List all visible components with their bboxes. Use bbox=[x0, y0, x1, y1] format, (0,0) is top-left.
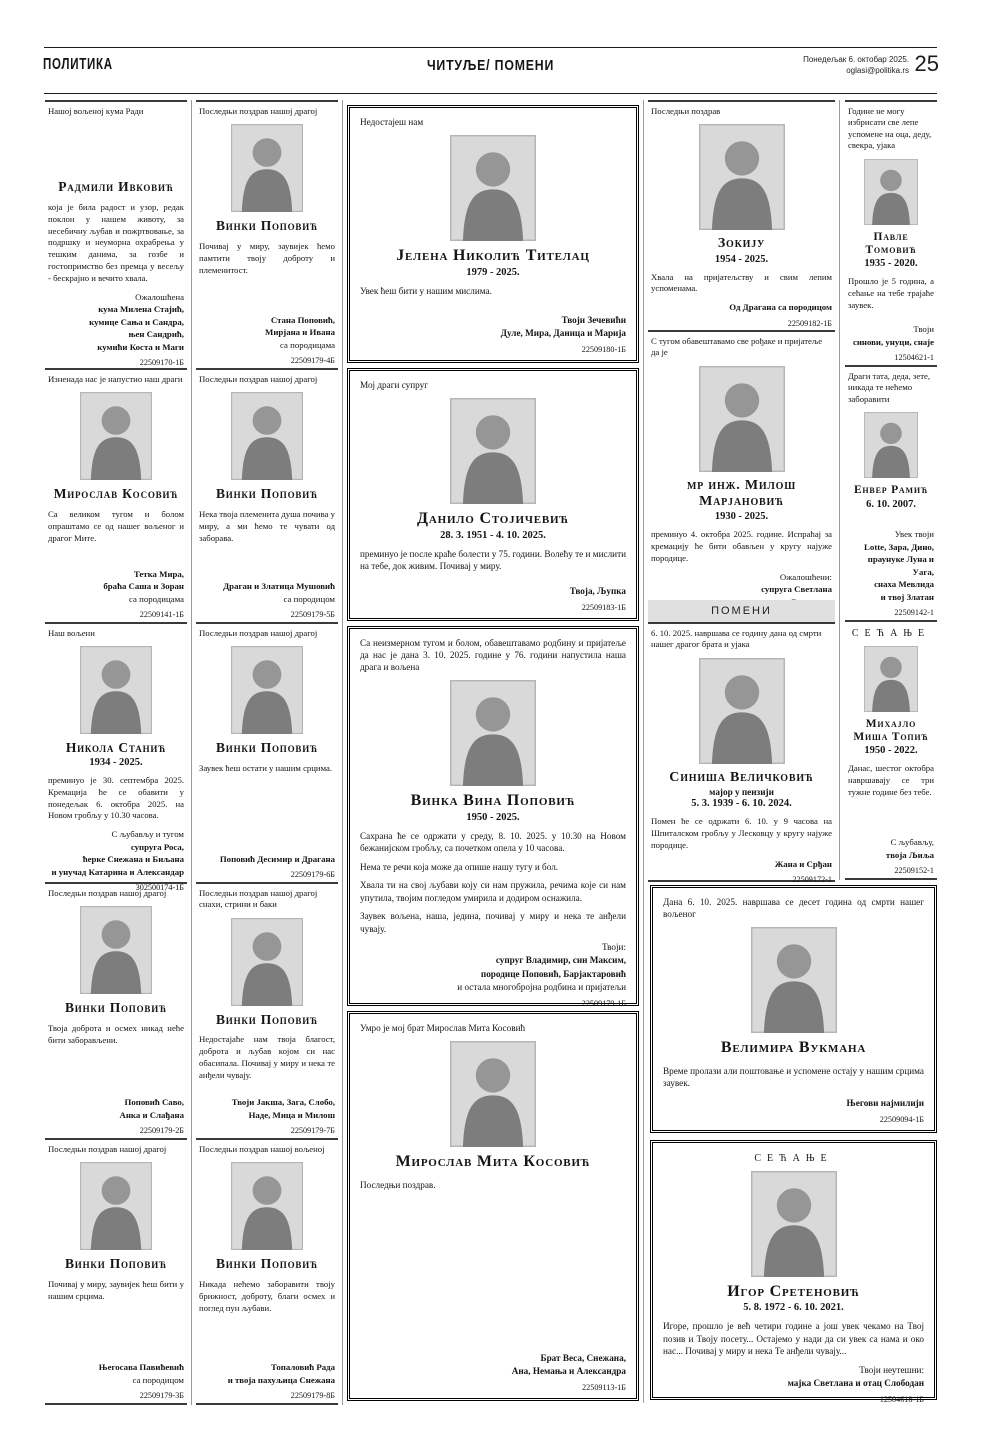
entry-signature bbox=[663, 1364, 924, 1390]
obituary-entry bbox=[196, 882, 338, 1138]
entry-header-text: Наш вољени bbox=[48, 628, 95, 638]
entry-signature bbox=[651, 301, 832, 313]
portrait-photo bbox=[864, 646, 918, 712]
portrait-photo bbox=[864, 159, 918, 225]
entry-body bbox=[199, 1034, 335, 1087]
deceased-name: Винки Поповић bbox=[215, 486, 318, 502]
entry-body bbox=[48, 509, 184, 550]
column-divider bbox=[191, 100, 192, 1405]
column-divider bbox=[839, 100, 840, 880]
obituary-entry bbox=[650, 885, 937, 1133]
signature-line: кумице Сања и Сандра, bbox=[89, 316, 184, 327]
entry-header-text: Изненада нас је напустио наш драги bbox=[48, 374, 183, 384]
signature-line: браћа Саша и Зоран bbox=[103, 581, 184, 592]
signature-line: Тетка Мира, bbox=[133, 568, 184, 579]
signature-line: ћерке Снежана и Биљана bbox=[82, 854, 184, 865]
signature-line: С љубављу, bbox=[890, 837, 934, 848]
deceased-name: Зокију bbox=[717, 236, 766, 252]
deceased-name: Данило Стојичевић bbox=[417, 510, 569, 528]
signature-line: Поповић Десимир и Драгана bbox=[219, 853, 335, 864]
entry-header-text: Године не могу избрисати све лепе успомене на оца, деду, свекра, ујака bbox=[848, 106, 932, 151]
deceased-name: мр инж. Милош Марјановић bbox=[686, 477, 797, 510]
signature-line: супруга Светлана bbox=[761, 584, 832, 595]
portrait-photo bbox=[864, 412, 918, 478]
signature-line: твоја Љиља bbox=[885, 849, 934, 860]
deceased-dates: 6. 10. 2007. bbox=[866, 498, 916, 510]
deceased-dates: 1935 - 2020. bbox=[864, 258, 918, 270]
signature-line: породице Поповић, Барјактаровић bbox=[480, 968, 626, 979]
ad-id: 22509183-1Б bbox=[581, 603, 626, 612]
portrait-photo bbox=[80, 646, 152, 734]
entry-body bbox=[651, 529, 832, 570]
entry-signature bbox=[360, 585, 626, 598]
deceased-name: Павле Томовић bbox=[865, 230, 917, 257]
ad-id: 302500174-1Б bbox=[135, 883, 184, 893]
entry-body bbox=[48, 1023, 184, 1053]
signature-line: Његови најмилији bbox=[846, 1097, 924, 1108]
portrait-photo bbox=[699, 366, 785, 472]
contact-email: oglasi@politika.rs bbox=[846, 65, 909, 75]
ad-id: 22509179-1Б bbox=[581, 998, 626, 1008]
portrait-photo bbox=[231, 1162, 303, 1250]
entry-body-paragraph: Хвала ти на свој љубави коју си нам пружила, речима које си нам упутила, твојим погледом умирила и додиром оснажила. bbox=[360, 880, 626, 903]
entry-body-paragraph: Нема те речи која може да опише нашу тугу и бол. bbox=[360, 861, 559, 872]
deceased-name: Винки Поповић bbox=[64, 1256, 167, 1272]
signature-line: Увек твоји bbox=[894, 529, 934, 540]
portrait-photo bbox=[699, 124, 785, 230]
entry-body-paragraph: Сахрана ће се одржати у среду, 8. 10. 2025. у 10.30 на Новом бежанијском гробљу, са почетком опела у 10 часова. bbox=[360, 830, 626, 854]
entry-body-paragraph: Твоја доброта и осмех никад неће бити заборављени. bbox=[48, 1023, 184, 1045]
deceased-name: Мирослав Мита Косовић bbox=[395, 1153, 591, 1171]
entry-signature bbox=[651, 858, 832, 870]
ad-id: 22509152-1 bbox=[894, 866, 934, 875]
signature-line: супруга Роса, bbox=[130, 841, 184, 852]
deceased-role: мајор у пензији bbox=[709, 787, 774, 798]
entry-body-paragraph: преминуо је после краће болести у 75. години. Волећу те и мислити на тебе, док живим. Почивај у миру. bbox=[360, 548, 626, 572]
entry-body bbox=[199, 509, 335, 550]
signature-line: Твоји bbox=[913, 324, 934, 335]
portrait-photo bbox=[231, 392, 303, 480]
obituary-entry bbox=[347, 1011, 639, 1401]
entry-signature bbox=[48, 828, 184, 878]
signature-line: снаха Мевлида bbox=[874, 579, 934, 590]
signature-line: и твој Златан bbox=[880, 591, 934, 602]
signature-line: и унучад Катарина и Александар bbox=[51, 866, 184, 877]
deceased-name: Велимира Вукмана bbox=[720, 1039, 867, 1057]
entry-body bbox=[48, 775, 184, 828]
entry-body-paragraph: Почивај у миру, заувијек ћемо памтити твоју доброту и племенитост. bbox=[199, 241, 335, 275]
deceased-name: Винки Поповић bbox=[215, 1256, 318, 1272]
entry-body-paragraph: Недостајаће нам твоја благост, доброта и љубав којом си нас обасипала. Почивај у миру и нека те анђели чувају. bbox=[199, 1034, 335, 1080]
entry-header-text: Последњи поздрав нашој драгој bbox=[48, 1144, 167, 1154]
obituary-entry bbox=[45, 368, 187, 622]
entry-body bbox=[199, 1279, 335, 1320]
signature-line: Ана, Немања и Александра bbox=[511, 1365, 626, 1376]
signature-line: са породицом bbox=[132, 1374, 184, 1385]
entry-body bbox=[199, 241, 335, 282]
signature-line: Lotte, Зара, Дино, bbox=[864, 541, 934, 552]
signature-line: са породицама bbox=[129, 593, 184, 604]
entry-signature bbox=[199, 853, 335, 865]
signature-line: супруг Владимир, син Максим, bbox=[495, 955, 626, 966]
ad-id: 22509113-1Б bbox=[582, 1383, 626, 1392]
ad-id: 22509179-7Б bbox=[290, 1126, 335, 1135]
deceased-name: Михајло Миша Топић bbox=[853, 718, 929, 744]
entry-signature bbox=[48, 291, 184, 353]
section-title: ЧИТУЉЕ/ ПОМЕНИ bbox=[426, 57, 555, 74]
signature-line: и остала многобројна родбина и пријатељи bbox=[457, 981, 626, 992]
signature-line: Жана и Срђан bbox=[774, 858, 832, 869]
entry-body bbox=[360, 1179, 626, 1198]
signature-line: Наде, Мица и Милош bbox=[248, 1109, 335, 1120]
entry-body-paragraph: Са великом тугом и болом опраштамо се од нашег вољеног и драгог Мите. bbox=[48, 509, 184, 543]
entry-body bbox=[360, 830, 626, 942]
entry-body-paragraph: Последњи поздрав. bbox=[360, 1179, 436, 1190]
obituary-entry bbox=[648, 330, 835, 600]
signature-line: Мирјана и Ивана bbox=[265, 327, 335, 338]
signature-line: Анка и Слађана bbox=[119, 1109, 184, 1120]
obituary-entry bbox=[45, 1138, 187, 1405]
entry-signature bbox=[199, 314, 335, 351]
signature-line: Драган и Златица Мушовић bbox=[223, 581, 335, 592]
portrait-photo bbox=[231, 124, 303, 212]
entry-body-paragraph: Заувек вољена, наша, једина, почивај у миру и нека те анђели чувају. bbox=[360, 911, 626, 934]
entry-body-paragraph: Време пролази али поштовање и успомене остају у нашим срцима заувек. bbox=[663, 1065, 924, 1089]
entry-signature bbox=[360, 1352, 626, 1378]
portrait-photo bbox=[751, 1171, 837, 1277]
ad-id: 22509170-1Б bbox=[139, 358, 184, 368]
entry-signature bbox=[48, 1361, 184, 1386]
entry-header-text: Последњи поздрав нашој драгој bbox=[199, 628, 318, 638]
obituary-entry bbox=[196, 368, 338, 622]
portrait-photo bbox=[450, 398, 536, 504]
obituary-entry bbox=[845, 365, 937, 620]
ad-id: 22509179-6Б bbox=[290, 870, 335, 879]
obituary-entry bbox=[347, 368, 639, 621]
masthead-bottom-rule bbox=[44, 93, 937, 94]
entry-signature bbox=[199, 580, 335, 605]
portrait-photo bbox=[751, 927, 837, 1033]
signature-line: синови, унуци, снаје bbox=[852, 336, 934, 347]
ad-id: 22509179-3Б bbox=[139, 1391, 184, 1400]
entry-body bbox=[663, 1320, 924, 1364]
entry-body bbox=[651, 272, 832, 302]
entry-header-text: Нашој вољеној кума Ради bbox=[48, 106, 144, 116]
entry-signature bbox=[199, 1361, 335, 1386]
signature-line: Твоји неутешни: bbox=[859, 1364, 924, 1375]
deceased-dates: 1930 - 2025. bbox=[714, 511, 769, 523]
deceased-name: Игор Сретеновић bbox=[727, 1283, 860, 1300]
entry-signature bbox=[848, 836, 934, 861]
entry-signature bbox=[848, 528, 934, 603]
entry-body-paragraph: Никада нећемо заборавити твоју брижност, доброту, благи осмех и поглед пун љубави. bbox=[199, 1279, 335, 1313]
entry-body bbox=[48, 1279, 184, 1309]
entry-signature bbox=[663, 1097, 924, 1110]
signature-line: Топаловић Рада bbox=[270, 1362, 335, 1373]
deceased-dates: 28. 3. 1951 - 4. 10. 2025. bbox=[440, 529, 546, 541]
deceased-name: Јелена Николић Тителац bbox=[396, 247, 590, 265]
signature-line: њен Сандрић, bbox=[128, 329, 184, 340]
entry-header-text: Последњи поздрав нашој драгој bbox=[199, 106, 318, 116]
entry-body-paragraph: Хвала на пријатељству и свим лепим успоменама. bbox=[651, 271, 832, 294]
ad-id: 22509141-1Б bbox=[139, 610, 184, 619]
entry-body-paragraph: која је била радост и узор, редак поклон у нашем животу, за несебичну љубав и пожртвовање, за подршку и неуморна охрабрења у тешким данима, за гозбе и гостопримство без премца у весељу - бескрајно и вечито хвала. bbox=[48, 202, 184, 283]
portrait-photo bbox=[450, 1041, 536, 1147]
entry-signature bbox=[360, 941, 626, 993]
entry-body-paragraph: Заувек ћеш остати у нашим срцима. bbox=[199, 763, 333, 773]
signature-line: Твоји Јакша, Зага, Слобо, bbox=[231, 1097, 335, 1108]
portrait-photo bbox=[231, 646, 303, 734]
pomeni-banner: ПОМЕНИ bbox=[648, 600, 835, 622]
entry-body bbox=[360, 285, 626, 304]
signature-line: кумићи Коста и Маги bbox=[97, 341, 184, 352]
deceased-name: Мирослав Косовић bbox=[53, 486, 179, 502]
deceased-name: Винки Поповић bbox=[215, 1011, 318, 1027]
portrait-photo bbox=[231, 918, 303, 1006]
obituary-entry bbox=[650, 1140, 937, 1405]
entry-body bbox=[199, 763, 335, 781]
deceased-name: Енвер Рамић bbox=[853, 484, 929, 497]
deceased-name: Радмили Ивковић bbox=[58, 179, 174, 195]
obituary-entry bbox=[845, 620, 937, 880]
entry-header-text: Последњи поздрав нашој вољеној bbox=[199, 1144, 325, 1154]
ad-id: 22509142-1 bbox=[894, 608, 934, 617]
memorial-title: СЕЋАЊЕ bbox=[754, 1153, 833, 1164]
entry-body-paragraph: Увек ћеш бити у нашим мислима. bbox=[360, 285, 492, 296]
page-number: 25 bbox=[914, 51, 939, 76]
portrait-photo bbox=[80, 1162, 152, 1250]
entry-signature bbox=[848, 323, 934, 348]
signature-line: С љубављу и тугом bbox=[111, 829, 184, 840]
entry-body bbox=[48, 202, 184, 291]
ad-id: 22509179-5Б bbox=[290, 610, 335, 619]
entry-header-text: Мој драги супруг bbox=[360, 380, 429, 390]
signature-line: Твоји: bbox=[601, 942, 626, 953]
entry-signature bbox=[48, 1096, 184, 1121]
signature-line: Брат Веса, Снежана, bbox=[540, 1352, 626, 1363]
deceased-name: Винки Поповић bbox=[215, 740, 318, 756]
entry-header-text: Последњи поздрав bbox=[651, 106, 721, 116]
ad-id: 12504618-1Б bbox=[879, 1395, 924, 1405]
masthead-top-rule bbox=[44, 47, 937, 48]
obituary-entry bbox=[196, 1138, 338, 1405]
signature-line: Поповић Саво, bbox=[124, 1097, 184, 1108]
column-divider bbox=[643, 100, 644, 1403]
memorial-title: СЕЋАЊЕ bbox=[851, 628, 931, 639]
entry-body bbox=[663, 1065, 924, 1096]
obituary-entry bbox=[648, 622, 835, 885]
signature-line: Ожалошћена bbox=[135, 291, 184, 302]
entry-header-text: Последњи поздрав нашој драгој bbox=[199, 374, 318, 384]
ad-id: 22509182-1Б bbox=[787, 318, 832, 328]
ad-id: 22509094-1Б bbox=[879, 1115, 924, 1124]
entry-body bbox=[360, 548, 626, 579]
entry-body bbox=[848, 276, 934, 317]
entry-body-paragraph: Прошло је 5 година, а сећање на тебе трајаће заувек. bbox=[848, 276, 934, 311]
column-divider bbox=[342, 100, 343, 1405]
deceased-name: Винки Поповић bbox=[64, 1000, 167, 1016]
ad-id: 22509172-1 bbox=[792, 875, 832, 885]
deceased-name: Винки Поповић bbox=[215, 218, 318, 234]
deceased-dates: 1954 - 2025. bbox=[714, 253, 769, 265]
portrait-photo bbox=[80, 906, 152, 994]
entry-signature bbox=[48, 568, 184, 605]
entry-body-paragraph: преминуо је 30. септембра 2025. Кремација ће се обавити у понедељак 6. октобра 2025. на Новом гробљу у 10.30 часова. bbox=[48, 775, 184, 821]
entry-body bbox=[651, 816, 832, 857]
deceased-dates: 1950 - 2022. bbox=[864, 745, 918, 757]
signature-line: са породицом bbox=[283, 593, 335, 604]
entry-header-text: Драги тата, деда, зете, никада те нећемо заборавити bbox=[848, 371, 931, 404]
obituary-entry bbox=[845, 100, 937, 365]
entry-signature bbox=[199, 1096, 335, 1121]
signature-line: и твоја пахуљица Снежана bbox=[227, 1374, 335, 1385]
entry-header-text: Последњи поздрав нашој драгој снахи, стрини и баки bbox=[199, 888, 318, 910]
entry-body-paragraph: Игоре, прошло је већ четири године а још увек чекамо на Твој позив и Твоју посету... Остајемо у нади да си увек са нама и око нас... Почивај у миру и нека Те анђели чувају... bbox=[663, 1321, 924, 1357]
entry-header-text: Дана 6. 10. 2025. навршава се десет година од смрти нашег вољеног bbox=[663, 897, 924, 920]
signature-line: праунуке Луна и Уага, bbox=[867, 554, 934, 577]
entry-header-text: Са неизмерном тугом и болом, обавештавамо родбину и пријатеље да нас је дана 3. 10. 2025. године у 76. години напустила наша драга и вољена bbox=[360, 638, 626, 673]
signature-line: мајка Светлана и отац Слободан bbox=[787, 1378, 924, 1388]
deceased-name: Никола Станић bbox=[65, 740, 167, 756]
deceased-dates: 5. 3. 1939 - 6. 10. 2024. bbox=[691, 798, 792, 810]
signature-line: Стана Поповић, bbox=[270, 314, 335, 325]
obituary-entry bbox=[347, 105, 639, 363]
ad-id: 22509179-8Б bbox=[290, 1391, 335, 1400]
entry-header-text: Недостајеш нам bbox=[360, 117, 424, 127]
ad-id: 22509179-2Б bbox=[139, 1126, 184, 1135]
date-line: Понедељак 6. октобар 2025. bbox=[803, 55, 909, 64]
entry-body-paragraph: Нека твоја племенита душа почива у миру, а ми ћемо те чувати од заборава. bbox=[199, 509, 335, 543]
deceased-name: Синиша Величковић bbox=[669, 769, 814, 785]
ad-id: 22509179-4Б bbox=[290, 356, 335, 365]
entry-header-text: 6. 10. 2025. навршава се годину дана од смрти нашег драгог брата и ујака bbox=[651, 628, 822, 650]
signature-line: Твоји Зечевићи bbox=[561, 314, 626, 325]
obituary-entry bbox=[648, 100, 835, 330]
portrait-photo bbox=[699, 658, 785, 764]
signature-line: са породицама bbox=[280, 339, 335, 350]
entry-body-paragraph: преминуо 4. октобра 2025. године. Испраћај за кремацију ће бити обављен у кругу најуже породице. bbox=[651, 529, 832, 563]
obituary-entry bbox=[45, 882, 187, 1138]
signature-line: Твоја, Љупка bbox=[569, 585, 626, 596]
masthead-date-block bbox=[803, 55, 909, 77]
entry-header-text: Умро је мој брат Мирослав Мита Косовић bbox=[360, 1023, 526, 1033]
entry-header-text: Последњи поздрав нашој драгој bbox=[48, 888, 167, 898]
deceased-dates: 1934 - 2025. bbox=[89, 757, 143, 768]
entry-body-paragraph: Данас, шестог октобра навршавају се три тужне године без тебе. bbox=[848, 763, 934, 798]
obituary-entry bbox=[347, 626, 639, 1006]
signature-line: Од Драгана са породицом bbox=[729, 302, 832, 313]
signature-line: Ожалошћени: bbox=[779, 571, 832, 582]
obituary-entry bbox=[196, 100, 338, 368]
deceased-dates: 5. 8. 1972 - 6. 10. 2021. bbox=[743, 1302, 844, 1314]
entry-body-paragraph: Помен ће се одржати 6. 10. у 9 часова на Шпиталском гробљу у Лесковцу у кругу најуже породице. bbox=[651, 816, 832, 850]
portrait-photo bbox=[450, 135, 536, 241]
ad-id: 12504621-1 bbox=[894, 353, 934, 362]
ad-id: 22509180-1Б bbox=[581, 345, 626, 354]
entry-header-text: С тугом обавештавамо све рођаке и пријатеље да је bbox=[651, 336, 823, 358]
obituary-entry bbox=[196, 622, 338, 882]
signature-line: кума Милена Стајић, bbox=[98, 304, 184, 315]
portrait-photo bbox=[80, 392, 152, 480]
politika-logo: ПОЛИТИКА bbox=[43, 56, 113, 73]
signature-line: Његосава Павићевић bbox=[98, 1362, 184, 1373]
signature-line: Дуле, Мира, Даница и Марија bbox=[500, 327, 626, 338]
deceased-dates: 1979 - 2025. bbox=[466, 266, 520, 278]
portrait-photo bbox=[450, 680, 536, 786]
deceased-dates: 1950 - 2025. bbox=[466, 811, 520, 823]
deceased-name: Винка Вина Поповић bbox=[410, 792, 576, 810]
entry-signature bbox=[360, 314, 626, 340]
entry-body bbox=[848, 763, 934, 804]
obituary-entry bbox=[45, 100, 187, 368]
entry-body-paragraph: Почивај у миру, заувијек ћеш бити у нашим срцима. bbox=[48, 1279, 184, 1301]
